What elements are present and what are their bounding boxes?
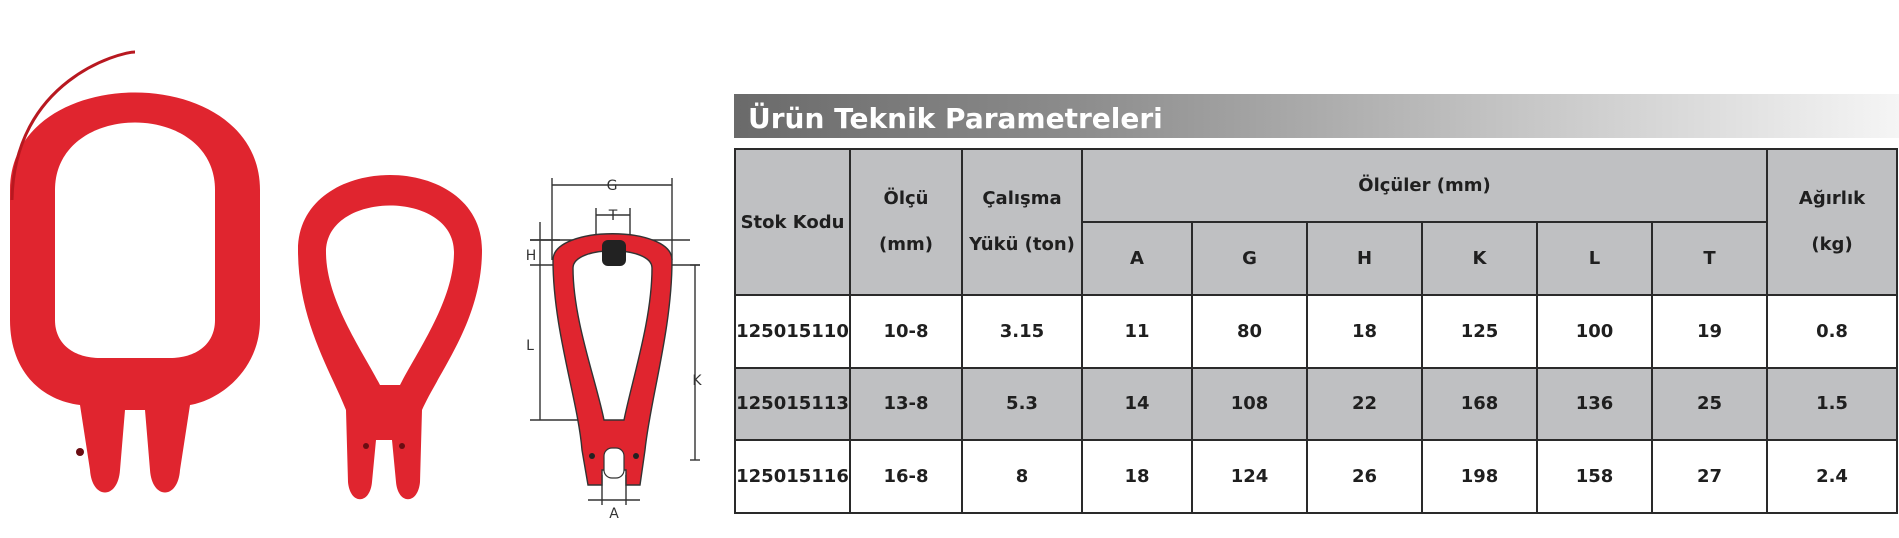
- header-weight: [1767, 149, 1897, 295]
- cell-k: 198: [1422, 440, 1537, 513]
- cell-k: 168: [1422, 368, 1537, 441]
- cell-h: 18: [1307, 295, 1422, 368]
- pear-link: [298, 175, 482, 499]
- header-dim-t: T: [1652, 222, 1767, 295]
- cell-g: 124: [1192, 440, 1307, 513]
- dim-label-t: T: [608, 208, 618, 224]
- drawing-link-shape: [553, 234, 672, 485]
- header-stock-code: Stok Kodu: [735, 149, 850, 295]
- table-row: [735, 368, 1897, 441]
- header-wll-line2: Yükü (ton): [969, 234, 1075, 255]
- dim-label-l: L: [526, 338, 534, 354]
- technical-parameters-table: [734, 148, 1898, 514]
- product-illustrations: [0, 0, 720, 538]
- cell-g: 80: [1192, 295, 1307, 368]
- header-wll-line1: Çalışma: [982, 188, 1062, 209]
- dim-label-g: G: [606, 178, 618, 194]
- cell-a: 14: [1082, 368, 1192, 441]
- header-dim-g: G: [1192, 222, 1307, 295]
- cell-t: 25: [1652, 368, 1767, 441]
- cell-code: 125015116: [735, 440, 850, 513]
- cell-weight: 0.8: [1767, 295, 1897, 368]
- cell-wll: 5.3: [962, 368, 1082, 441]
- dim-label-a: A: [609, 506, 619, 522]
- header-dim-a: A: [1082, 222, 1192, 295]
- table-row: [735, 295, 1897, 368]
- cell-weight: 2.4: [1767, 440, 1897, 513]
- cell-k: 125: [1422, 295, 1537, 368]
- header-dim-l: L: [1537, 222, 1652, 295]
- section-title: Ürün Teknik Parametreleri: [748, 102, 1163, 135]
- cell-size: 10-8: [850, 295, 962, 368]
- dim-label-k: K: [692, 373, 702, 389]
- cell-weight: 1.5: [1767, 368, 1897, 441]
- cell-t: 27: [1652, 440, 1767, 513]
- section-title-bar: [734, 94, 1899, 138]
- product-drawings: [0, 0, 720, 538]
- header-wll: [962, 149, 1082, 295]
- header-dim-k: K: [1422, 222, 1537, 295]
- header-size-line1: Ölçü: [883, 188, 929, 209]
- cell-wll: 3.15: [962, 295, 1082, 368]
- header-weight-line2: (kg): [1811, 234, 1853, 255]
- header-size: [850, 149, 962, 295]
- cell-l: 100: [1537, 295, 1652, 368]
- cell-size: 13-8: [850, 368, 962, 441]
- cell-a: 18: [1082, 440, 1192, 513]
- table-row: [735, 440, 1897, 513]
- header-dimensions: Ölçüler (mm): [1082, 149, 1767, 222]
- cell-l: 158: [1537, 440, 1652, 513]
- cell-code: 125015110: [735, 295, 850, 368]
- header-dim-h: H: [1307, 222, 1422, 295]
- cell-l: 136: [1537, 368, 1652, 441]
- header-size-line2: (mm): [879, 234, 933, 255]
- cell-h: 26: [1307, 440, 1422, 513]
- large-master-link: [10, 52, 260, 493]
- dim-label-h: H: [525, 248, 537, 264]
- cell-size: 16-8: [850, 440, 962, 513]
- cell-g: 108: [1192, 368, 1307, 441]
- cell-code: 125015113: [735, 368, 850, 441]
- cell-a: 11: [1082, 295, 1192, 368]
- header-weight-line1: Ağırlık: [1798, 188, 1866, 209]
- cell-h: 22: [1307, 368, 1422, 441]
- cell-t: 19: [1652, 295, 1767, 368]
- cell-wll: 8: [962, 440, 1082, 513]
